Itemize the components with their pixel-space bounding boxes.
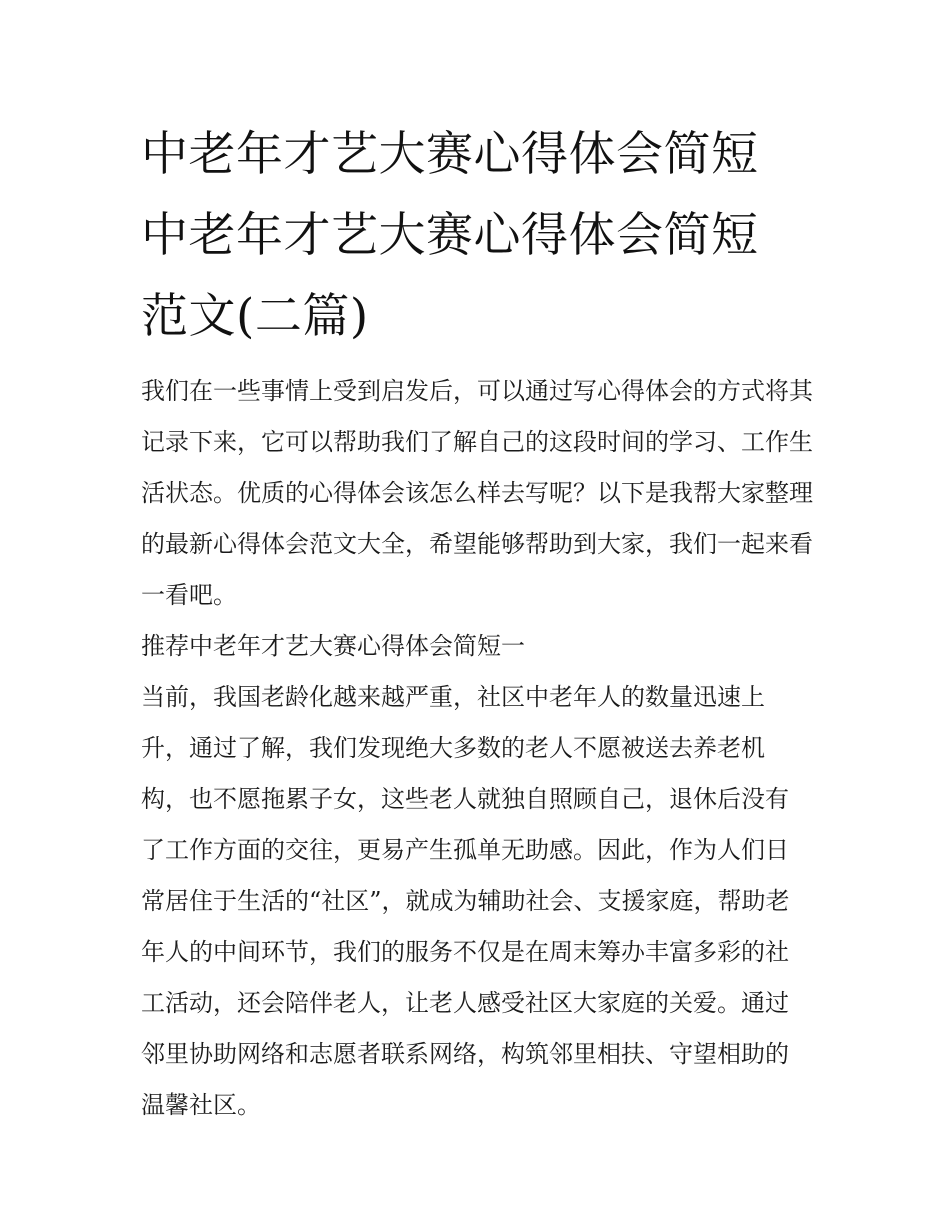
document-content: [141, 114, 813, 1131]
document-title: [141, 114, 813, 357]
intro-paragraph: 我们在一些事情上受到启发后，可以通过写心得体会的方式将其记录下来，它可以帮助我们了解自己的这段时间的学习、工作生活状态。优质的心得体会该怎么样去写呢？以下是我帮大家整理的最新心得体会范文大全，希望能够帮助到大家，我们一起来看一看吧。: [141, 377, 813, 609]
title-line-3: 范文(二篇): [141, 289, 369, 344]
title-line-2: 中老年才艺大赛心得体会简短: [141, 208, 759, 263]
title-line-1: 中老年才艺大赛心得体会简短: [141, 127, 759, 182]
body-paragraph: 当前，我国老龄化越来越严重，社区中老年人的数量迅速上升，通过了解，我们发现绝大多数的老人不愿被送去养老机构，也不愿拖累子女，这些老人就独自照顾自己，退休后没有了工作方面的交往，更易产生孤单无助感。因此，作为人们日常居住于生活的“社区”，就成为辅助社会、支援家庭，帮助老年人的中间环节，我们的服务不仅是在周末筹办丰富多彩的社工活动，还会陪伴老人，让老人感受社区大家庭的关爱。通过邻里协助网络和志愿者联系网络，构筑邻里相扶、守望相助的温馨社区。: [141, 683, 790, 1119]
section-heading: 推荐中老年才艺大赛心得体会简短一: [141, 632, 525, 660]
